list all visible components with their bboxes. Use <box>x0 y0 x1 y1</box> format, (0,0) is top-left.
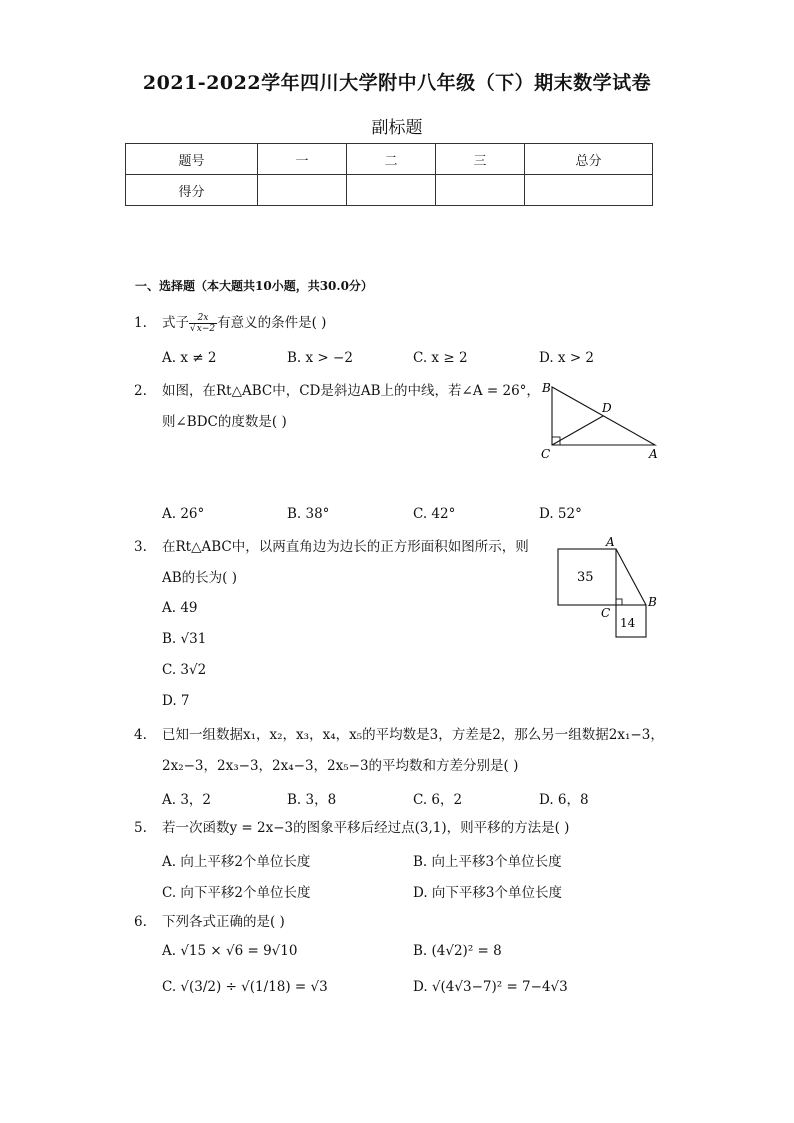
q5-option-b[interactable]: B. 向上平移3个单位长度 <box>413 854 562 870</box>
q1-frac-den-radicand: x−2 <box>196 324 216 334</box>
q1-option-a[interactable]: A. x ≠ 2 <box>162 350 217 366</box>
q6-option-b[interactable]: B. (4√2)² = 8 <box>413 943 502 959</box>
q6-option-d[interactable]: D. √(4√3−7)² = 7−4√3 <box>413 979 568 995</box>
sqrt-icon: √ <box>190 324 196 334</box>
q5-option-d[interactable]: D. 向下平移3个单位长度 <box>413 885 563 901</box>
q5-option-a[interactable]: A. 向上平移2个单位长度 <box>162 854 311 870</box>
question-text: 下列各式正确的是( ) <box>162 914 285 930</box>
question-number: 3. <box>134 539 147 555</box>
q4-option-a[interactable]: A. 3，2 <box>162 792 212 808</box>
label-d: D <box>602 401 612 415</box>
score-table-score-row <box>126 175 653 206</box>
label-c: C <box>541 447 551 461</box>
q3-option-b[interactable]: B. √31 <box>162 631 207 647</box>
q6-option-a[interactable]: A. √15 × √6 = 9√10 <box>162 943 298 959</box>
hypotenuse-ab <box>616 549 646 605</box>
score-cell: 二 <box>347 144 436 175</box>
question-4-line2: 2x₂−3，2x₃−3，2x₄−3，2x₅−3的平均数和方差分别是( ) <box>162 758 519 774</box>
q1-frac-den <box>189 324 217 334</box>
question-number: 4. <box>134 727 147 743</box>
q2-triangle-figure <box>530 375 670 470</box>
exam-subtitle: 副标题 <box>371 118 423 138</box>
score-cell: 一 <box>258 144 347 175</box>
score-cell: 题号 <box>126 144 258 175</box>
q1-option-d[interactable]: D. x > 2 <box>539 350 595 366</box>
score-input-cell[interactable] <box>258 175 347 206</box>
label-a: A <box>649 447 658 461</box>
label-b: B <box>648 595 657 609</box>
score-cell: 得分 <box>126 175 258 206</box>
score-cell: 总分 <box>525 144 653 175</box>
question-text: 在Rt△ABC中，以两直角边为边长的正方形面积如图所示，则 <box>162 539 529 555</box>
right-angle-mark <box>616 599 622 605</box>
question-number: 2. <box>134 383 147 399</box>
q3-squares-figure <box>550 535 665 643</box>
q4-option-d[interactable]: D. 6，8 <box>539 792 589 808</box>
question-number: 1. <box>134 315 147 331</box>
question-text <box>162 313 326 334</box>
area-label-35: 35 <box>577 570 594 585</box>
q1-frac-num: 2x <box>189 313 217 324</box>
q1-option-c[interactable]: C. x ≥ 2 <box>413 350 468 366</box>
exam-title: 2021-2022学年四川大学附中八年级（下）期末数学试卷 <box>142 72 652 94</box>
q2-option-b[interactable]: B. 38° <box>287 506 330 522</box>
score-input-cell[interactable] <box>436 175 525 206</box>
question-number: 5. <box>134 820 147 836</box>
score-table-header-row <box>126 144 653 175</box>
q1-post: 有意义的条件是( ) <box>217 315 327 331</box>
q3-option-c[interactable]: C. 3√2 <box>162 662 207 678</box>
q2-option-c[interactable]: C. 42° <box>413 506 456 522</box>
label-b: B <box>542 381 551 395</box>
section-heading: 一、选择题（本大题共10小题，共30.0分） <box>135 279 373 293</box>
q1-pre: 式子 <box>162 315 189 331</box>
score-input-cell[interactable] <box>347 175 436 206</box>
score-cell: 三 <box>436 144 525 175</box>
q3-option-d[interactable]: D. 7 <box>162 693 190 709</box>
q1-fraction <box>189 313 217 334</box>
question-2-line2: 则∠BDC的度数是( ) <box>162 414 287 430</box>
q4-option-c[interactable]: C. 6，2 <box>413 792 463 808</box>
question-text: 若一次函数y = 2x−3的图象平移后经过点(3,1)，则平移的方法是( ) <box>162 820 570 836</box>
question-3-line2: AB的长为( ) <box>162 570 237 586</box>
label-c: C <box>601 606 611 620</box>
q2-option-a[interactable]: A. 26° <box>162 506 205 522</box>
q4-option-b[interactable]: B. 3，8 <box>287 792 337 808</box>
area-label-14: 14 <box>620 616 636 630</box>
q1-option-b[interactable]: B. x > −2 <box>287 350 353 366</box>
question-text: 已知一组数据x₁，x₂，x₃，x₄，x₅的平均数是3，方差是2，那么另一组数据2x₁−3， <box>162 727 664 743</box>
q5-option-c[interactable]: C. 向下平移2个单位长度 <box>162 885 311 901</box>
score-input-cell[interactable] <box>525 175 653 206</box>
q3-option-a[interactable]: A. 49 <box>162 600 198 616</box>
question-text: 如图，在Rt△ABC中，CD是斜边AB上的中线，若∠A = 26°， <box>162 383 540 399</box>
q6-option-c[interactable]: C. √(3/2) ÷ √(1/18) = √3 <box>162 979 328 995</box>
label-a: A <box>606 535 615 549</box>
question-number: 6. <box>134 914 147 930</box>
q2-option-d[interactable]: D. 52° <box>539 506 582 522</box>
score-table <box>125 143 653 206</box>
